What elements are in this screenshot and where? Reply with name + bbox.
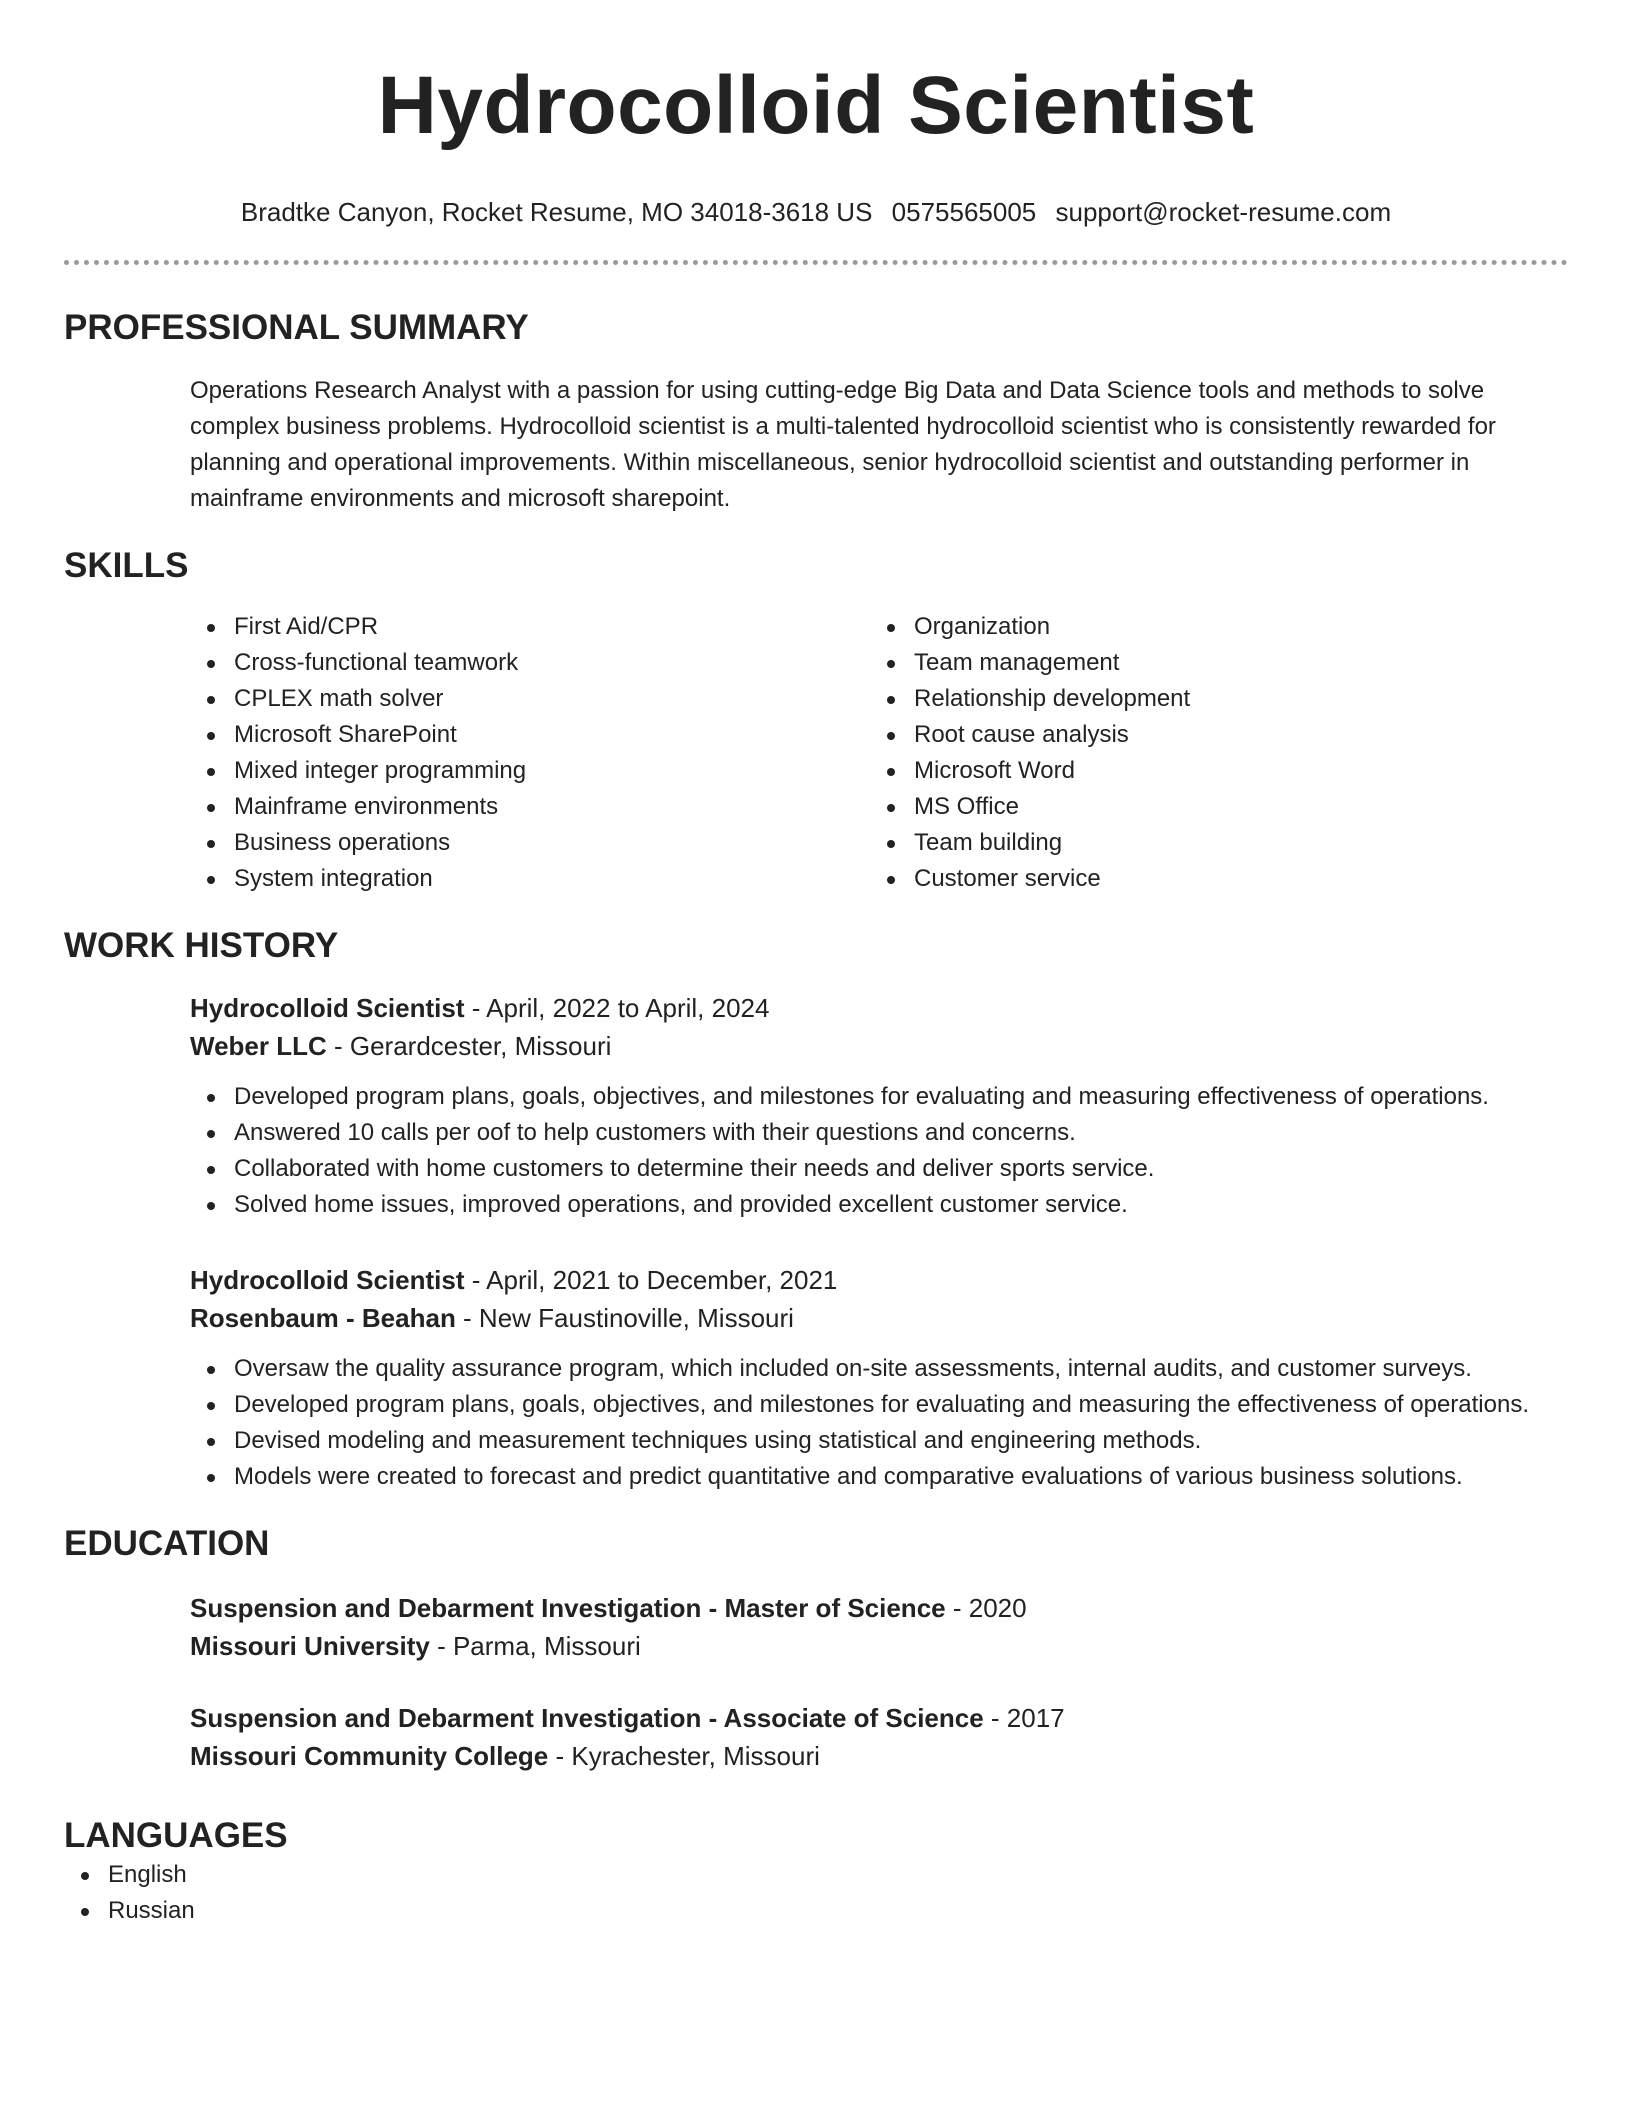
job-company-line xyxy=(190,1027,1568,1065)
education-location: - Parma, Missouri xyxy=(429,1631,641,1661)
header-divider xyxy=(64,260,1568,265)
job-duty: Oversaw the quality assurance program, which included on-site assessments, internal audits, and customer surveys. xyxy=(190,1351,1568,1387)
job-role: Hydrocolloid Scientist xyxy=(190,993,465,1023)
skill-item: System integration xyxy=(190,861,870,897)
job-duties xyxy=(190,1079,1568,1223)
skills-column-left xyxy=(190,609,870,897)
skill-item: Customer service xyxy=(870,861,1550,897)
education-school-line xyxy=(190,1737,1568,1775)
language-item: English xyxy=(64,1857,1568,1893)
job-duties xyxy=(190,1351,1568,1495)
education-degree-line xyxy=(190,1589,1568,1627)
job-duty: Devised modeling and measurement techniques using statistical and engineering methods. xyxy=(190,1423,1568,1459)
section-title-work-history: WORK HISTORY xyxy=(64,926,339,965)
job-dates: - April, 2022 to April, 2024 xyxy=(464,993,770,1023)
job-duty: Collaborated with home customers to determine their needs and deliver sports service. xyxy=(190,1151,1568,1187)
skill-item: Root cause analysis xyxy=(870,717,1550,753)
skill-item: Relationship development xyxy=(870,681,1550,717)
job-duty: Answered 10 calls per oof to help customers with their questions and concerns. xyxy=(190,1115,1568,1151)
skill-item: CPLEX math solver xyxy=(190,681,870,717)
job-duty: Developed program plans, goals, objectives, and milestones for evaluating and measuring effectiveness of operations. xyxy=(190,1079,1568,1115)
skills-column-right xyxy=(870,609,1550,897)
education-entry xyxy=(190,1589,1568,1665)
job-location: - New Faustinoville, Missouri xyxy=(455,1303,794,1333)
skills-grid xyxy=(190,609,1568,897)
job-company-line xyxy=(190,1299,1568,1337)
education-degree: Suspension and Debarment Investigation - Master of Science xyxy=(190,1593,946,1623)
section-title-summary: PROFESSIONAL SUMMARY xyxy=(64,308,529,347)
contact-line xyxy=(64,196,1568,228)
job-entry xyxy=(190,989,1568,1223)
job-title-line xyxy=(190,989,1568,1027)
skill-item: Team building xyxy=(870,825,1550,861)
education-school-line xyxy=(190,1627,1568,1665)
skill-item: First Aid/CPR xyxy=(190,609,870,645)
section-title-skills: SKILLS xyxy=(64,546,189,585)
job-duty: Solved home issues, improved operations, and provided excellent customer service. xyxy=(190,1187,1568,1223)
skill-item: Team management xyxy=(870,645,1550,681)
job-duty: Models were created to forecast and predict quantitative and comparative evaluations of various business solutions. xyxy=(190,1459,1568,1495)
resume-name: Hydrocolloid Scientist xyxy=(377,60,1255,151)
education-year: - 2017 xyxy=(983,1703,1065,1733)
languages-list xyxy=(64,1857,1568,1929)
education-location: - Kyrachester, Missouri xyxy=(548,1741,820,1771)
skill-item: MS Office xyxy=(870,789,1550,825)
section-title-languages: LANGUAGES xyxy=(64,1816,288,1855)
skill-item: Mixed integer programming xyxy=(190,753,870,789)
education-degree: Suspension and Debarment Investigation - Associate of Science xyxy=(190,1703,984,1733)
job-entry xyxy=(190,1261,1568,1495)
job-location: - Gerardcester, Missouri xyxy=(326,1031,612,1061)
education-degree-line xyxy=(190,1699,1568,1737)
contact-email: support@rocket-resume.com xyxy=(1055,197,1392,227)
contact-phone: 0575565005 xyxy=(891,197,1037,227)
job-role: Hydrocolloid Scientist xyxy=(190,1265,465,1295)
summary-text: Operations Research Analyst with a passion for using cutting-edge Big Data and Data Science tools and methods to solve complex business problems. Hydrocolloid scientist is a multi-talented hydrocolloid scientist who is consistently rewarded for planning and operational improvements. Within miscellaneous, senior hydrocolloid scientist and outstanding performer in mainframe environments and microsoft sharepoint. xyxy=(190,377,1496,512)
skill-item: Microsoft SharePoint xyxy=(190,717,870,753)
job-duty: Developed program plans, goals, objectives, and milestones for evaluating and measuring the effectiveness of operations. xyxy=(190,1387,1568,1423)
education-year: - 2020 xyxy=(945,1593,1027,1623)
education-school: Missouri Community College xyxy=(190,1741,549,1771)
job-dates: - April, 2021 to December, 2021 xyxy=(464,1265,838,1295)
skill-item: Cross-functional teamwork xyxy=(190,645,870,681)
job-title-line xyxy=(190,1261,1568,1299)
language-item: Russian xyxy=(64,1893,1568,1929)
job-company: Rosenbaum - Beahan xyxy=(190,1303,456,1333)
skill-item: Microsoft Word xyxy=(870,753,1550,789)
education-entry xyxy=(190,1699,1568,1775)
education-school: Missouri University xyxy=(190,1631,430,1661)
contact-address: Bradtke Canyon, Rocket Resume, MO 34018-3618 US xyxy=(240,197,873,227)
skill-item: Organization xyxy=(870,609,1550,645)
skill-item: Mainframe environments xyxy=(190,789,870,825)
job-company: Weber LLC xyxy=(190,1031,327,1061)
section-title-education: EDUCATION xyxy=(64,1524,270,1563)
skill-item: Business operations xyxy=(190,825,870,861)
